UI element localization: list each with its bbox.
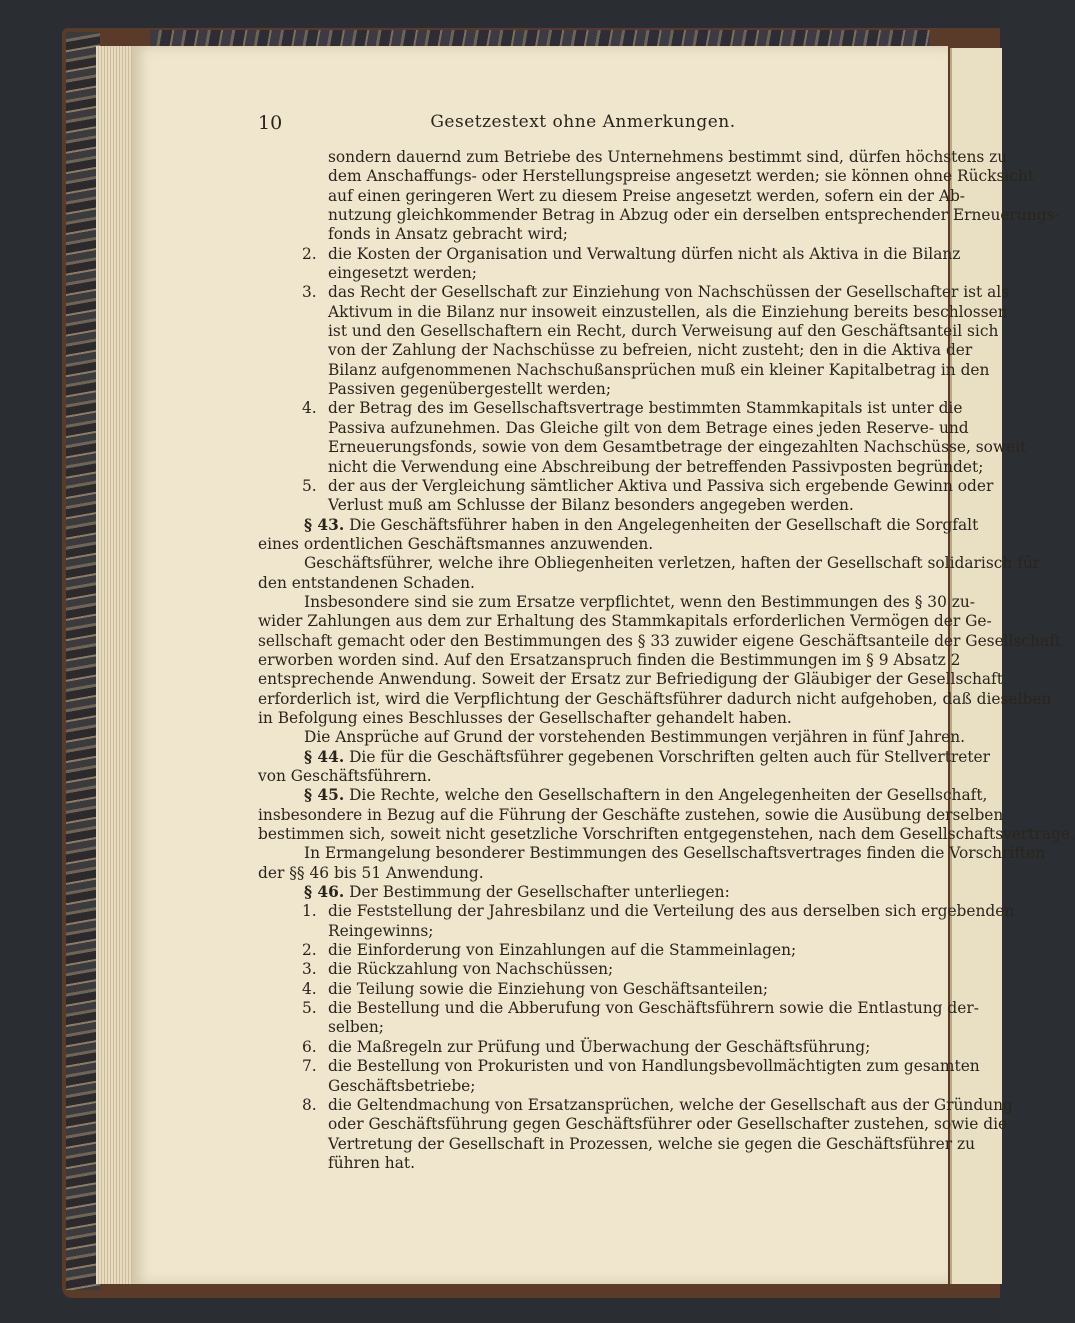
page-edges: [96, 46, 136, 1284]
text-line: [258, 1115, 1008, 1134]
text-line: [258, 941, 908, 960]
text-line: [258, 1134, 976, 1154]
text-line: [258, 167, 1035, 186]
text-line: [258, 1077, 908, 1096]
list-number: 6.: [302, 1037, 317, 1056]
text-line: [258, 980, 908, 999]
line-text: die Bestellung und die Abberufung von Geschäftsführern sowie die Entlastung der-: [328, 999, 979, 1018]
line-text: Erneuerungsfonds, sowie von dem Gesamtbetrage der eingezahlten Nachschüsse, soweit: [328, 438, 1027, 457]
line-text: dem Anschaffungs- oder Herstellungspreise angesetzt werden; sie können ohne Rücksicht: [328, 167, 1035, 186]
line-text: erforderlich ist, wird die Verpflichtung der Geschäftsführer dadurch nicht aufgehoben, daß dieselben: [258, 689, 1052, 708]
line-text: die Teilung sowie die Einziehung von Geschäftsanteilen;: [328, 979, 769, 998]
line-text: Geschäftsführer, welche ihre Obliegenheiten verletzen, haften der Gesellschaft solidarisch für: [304, 554, 1041, 573]
line-text: der §§ 46 bis 51 Anwendung.: [258, 863, 484, 882]
text-line: [258, 922, 908, 941]
text-line: [258, 844, 1046, 863]
line-text: Verlust muß am Schlusse der Bilanz besonders angegeben werden.: [328, 496, 854, 515]
line-text: von der Zahlung der Nachschüsse zu befreien, nicht zusteht; den in die Aktiva der: [328, 341, 973, 360]
text-line: [258, 999, 979, 1018]
text-line: [258, 805, 1004, 825]
body-text: [258, 148, 1075, 1173]
list-number: 1.: [302, 902, 317, 921]
text-line: [258, 612, 992, 631]
line-text: die Einforderung von Einzahlungen auf die Stammeinlagen;: [328, 941, 797, 960]
text-line: [258, 322, 999, 341]
line-text: In Ermangelung besonderer Bestimmungen des Gesellschaftsvertrages finden die Vorschriften: [304, 844, 1046, 863]
text-line: [258, 1038, 908, 1057]
line-text: nutzung gleichkommender Betrag in Abzug oder ein derselben entsprechender Erneuerungs-: [328, 206, 1060, 225]
line-text: auf einen geringeren Wert zu diesem Preise angesetzt werden, sofern ein der Ab-: [328, 186, 966, 205]
list-number: 3.: [302, 960, 317, 979]
text-line: [258, 535, 908, 554]
list-number: 5.: [302, 999, 317, 1018]
text-line: [258, 457, 984, 477]
line-text: fonds in Ansatz gebracht wird;: [328, 225, 568, 244]
line-text: die Maßregeln zur Prüfung und Überwachung der Geschäftsführung;: [328, 1037, 871, 1056]
text-line: [258, 574, 908, 593]
text-line: [258, 670, 1003, 689]
line-text: der aus der Vergleichung sämtlicher Aktiva und Passiva sich ergebende Gewinn oder: [328, 476, 994, 495]
list-number: 3.: [302, 283, 317, 302]
text-line: [258, 592, 976, 612]
line-text: wider Zahlungen aus dem zur Erhaltung des Stammkapitals erforderlichen Vermögen der Ge-: [258, 612, 992, 631]
line-text: das Recht der Gesellschaft zur Einziehung von Nachschüssen der Gesellschafter ist als: [328, 283, 1010, 302]
line-text: ist und den Gesellschaftern ein Recht, durch Verweisung auf den Geschäftsanteil sich: [328, 322, 999, 341]
text-line: [258, 728, 966, 747]
list-number: 4.: [302, 399, 317, 418]
marbled-endpaper: [66, 32, 100, 1290]
text-line: [258, 960, 908, 979]
line-text: Die für die Geschäftsführer gegebenen Vorschriften gelten auch für Stellvertreter: [344, 747, 991, 766]
text-line: [258, 1018, 908, 1037]
line-text: Aktivum in die Bilanz nur insoweit einzustellen, als die Einziehung bereits beschlossen: [328, 302, 1008, 321]
line-text: führen hat.: [328, 1153, 415, 1172]
line-text: die Rückzahlung von Nachschüssen;: [328, 960, 614, 979]
line-text: der Betrag des im Gesellschaftsvertrage bestimmten Stammkapitals ist unter die: [328, 399, 963, 418]
text-line: [258, 709, 908, 728]
list-number: 2.: [302, 941, 317, 960]
list-number: 8.: [302, 1095, 317, 1114]
text-line: [258, 148, 1008, 167]
line-text: erworben worden sind. Auf den Ersatzanspruch finden die Bestimmungen im § 9 Absatz 2: [258, 650, 961, 669]
list-number: 2.: [302, 244, 317, 263]
line-text: die Kosten der Organisation und Verwaltung dürfen nicht als Aktiva in die Bilanz: [328, 244, 961, 263]
line-text: von Geschäftsführern.: [258, 767, 432, 785]
text-line: [258, 747, 991, 767]
text-line: [258, 631, 1062, 651]
list-number: 4.: [302, 979, 317, 998]
text-line: [258, 689, 1052, 709]
text-line: [258, 1057, 980, 1076]
text-line: [258, 1095, 1013, 1115]
section-mark: § 45.: [304, 786, 345, 805]
line-text: Die Ansprüche auf Grund der vorstehenden Bestimmungen verjähren in fünf Jahren.: [304, 728, 966, 747]
running-title: Gesetzestext ohne Anmerkungen.: [430, 112, 736, 132]
list-number: 7.: [302, 1057, 317, 1076]
line-text: die Bestellung von Prokuristen und von Handlungsbevollmächtigten zum gesamten: [328, 1057, 980, 1076]
line-text: Vertretung der Gesellschaft in Prozessen, welche sie gegen die Geschäftsführer zu: [328, 1134, 976, 1153]
text-line: [258, 883, 908, 902]
line-text: die Feststellung der Jahresbilanz und die Verteilung des aus derselben sich ergebenden: [328, 902, 1015, 921]
line-text: Der Bestimmung der Gesellschafter unterliegen:: [344, 883, 730, 902]
line-text: Passiva aufzunehmen. Das Gleiche gilt von dem Betrage eines jeden Reserve- und: [328, 418, 969, 437]
text-line: [258, 360, 990, 380]
text-line: [258, 225, 908, 244]
text-line: [258, 244, 961, 264]
text-line: [258, 767, 908, 786]
text-line: [258, 418, 969, 438]
section-mark: § 46.: [304, 883, 345, 902]
text-line: [258, 399, 963, 418]
line-text: eingesetzt werden;: [328, 264, 477, 283]
running-head: [258, 112, 908, 136]
text-line: [258, 438, 1027, 457]
line-text: bestimmen sich, soweit nicht gesetzliche Vorschriften entgegenstehen, nach dem Gesellschaftsvertrage.: [258, 825, 1075, 844]
line-text: in Befolgung eines Beschlusses der Gesellschafter gehandelt haben.: [258, 708, 792, 727]
line-text: selben;: [328, 1018, 384, 1037]
line-text: sellschaft gemacht oder den Bestimmungen des § 33 zuwider eigene Geschäftsanteile der Gesellschaft: [258, 631, 1062, 650]
line-text: sondern dauernd zum Betriebe des Unternehmens bestimmt sind, dürfen höchstens zu: [328, 148, 1008, 166]
text-line: [258, 650, 961, 670]
text-line: [258, 864, 908, 883]
text-line: [258, 283, 1010, 302]
text-line: [258, 515, 979, 535]
section-mark: § 43.: [304, 515, 345, 534]
list-number: 5.: [302, 476, 317, 495]
line-text: oder Geschäftsführung gegen Geschäftsführer oder Gesellschafter zustehen, sowie die: [328, 1115, 1008, 1134]
text-line: [258, 902, 1015, 921]
line-text: Insbesondere sind sie zum Ersatze verpflichtet, wenn den Bestimmungen des § 30 zu-: [304, 592, 976, 611]
text-line: [258, 264, 908, 283]
line-text: Passiven gegenübergestellt werden;: [328, 380, 611, 399]
text-line: [258, 476, 994, 496]
line-text: Reingewinns;: [328, 921, 434, 940]
line-text: eines ordentlichen Geschäftsmannes anzuwenden.: [258, 534, 654, 553]
text-line: [258, 341, 973, 360]
text-line: [258, 186, 966, 206]
line-text: Bilanz aufgenommenen Nachschußansprüchen muß ein kleiner Kapitalbetrag in den: [328, 360, 990, 379]
line-text: Die Geschäftsführer haben in den Angelegenheiten der Gesellschaft die Sorgfalt: [344, 515, 979, 534]
section-mark: § 44.: [304, 747, 345, 766]
text-line: [258, 496, 908, 515]
line-text: Geschäftsbetriebe;: [328, 1076, 476, 1095]
text-line: [258, 380, 908, 399]
text-line: [258, 206, 1060, 225]
line-text: entsprechende Anwendung. Soweit der Ersatz zur Befriedigung der Gläubiger der Gesellschaft: [258, 670, 1003, 689]
text-line: [258, 302, 1008, 322]
page-number: 10: [258, 112, 283, 134]
text-line: [258, 786, 988, 805]
line-text: Die Rechte, welche den Gesellschaftern in den Angelegenheiten der Gesellschaft,: [344, 786, 988, 805]
line-text: insbesondere in Bezug auf die Führung der Geschäfte zustehen, sowie die Ausübung derselben: [258, 805, 1004, 824]
text-line: [258, 825, 1075, 844]
line-text: den entstandenen Schaden.: [258, 573, 475, 592]
text-line: [258, 554, 1041, 573]
text-line: [258, 1154, 908, 1173]
line-text: die Geltendmachung von Ersatzansprüchen, welche der Gesellschaft aus der Gründung: [328, 1095, 1013, 1114]
line-text: nicht die Verwendung eine Abschreibung der betreffenden Passivposten begründet;: [328, 457, 984, 476]
